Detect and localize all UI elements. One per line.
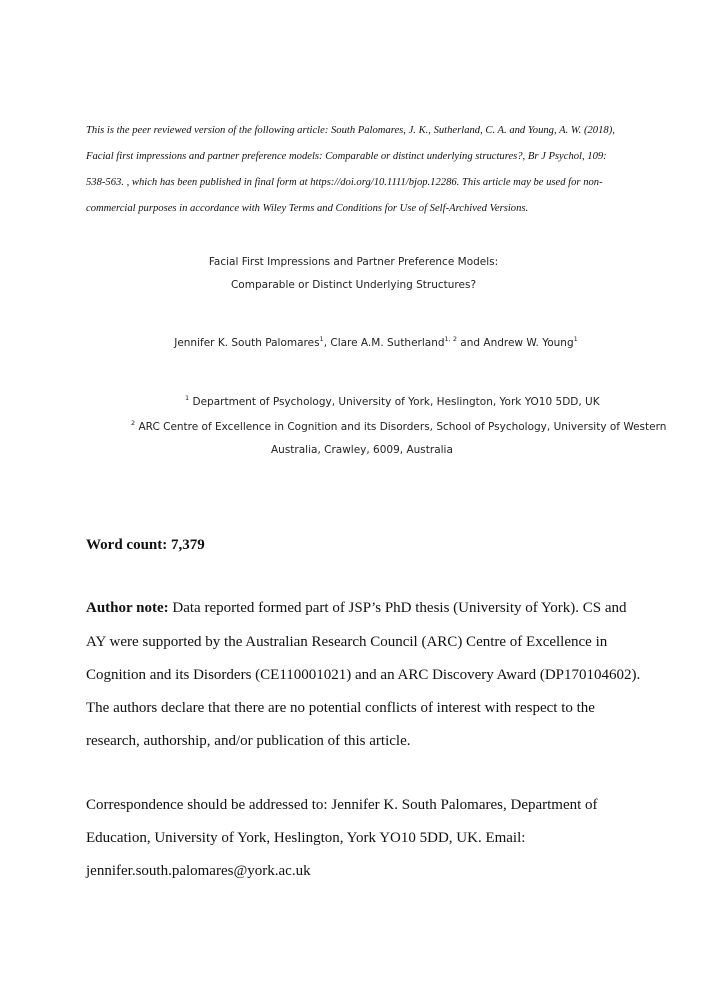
author-note-label: Author note: <box>86 600 169 616</box>
affiliation-1-text: Department of Psychology, University of York, Heslington, York YO10 5DD, UK <box>192 396 600 408</box>
author-3: and Andrew W. Young <box>456 337 574 349</box>
correspondence-email: jennifer.south.palomares@york.ac.uk <box>86 863 311 879</box>
affiliation-2-marker: 2 <box>131 419 136 427</box>
author-note-line: The authors declare that there are no potential conflicts of interest with respect to the <box>86 700 595 716</box>
correspondence-line: Education, University of York, Heslington, York YO10 5DD, UK. Email: <box>86 830 526 846</box>
author-2: , Clare A.M. Sutherland <box>323 337 445 349</box>
paper-title-line-1: Facial First Impressions and Partner Preference Models: <box>208 256 499 268</box>
author-note-text: Data reported formed part of JSP’s PhD thesis (University of York). CS and <box>168 600 627 616</box>
notice-line: 538-563. , which has been published in final form at https://doi.org/10.1111/bjop.12286. This article may be used for non- <box>86 177 603 188</box>
notice-line: This is the peer reviewed version of the following article: South Palomares, J. K., Sutherland, C. A. and Young, A. W. (2018), <box>86 125 615 136</box>
author-note-line: Cognition and its Disorders (CE110001021) and an ARC Discovery Award (DP170104602). <box>86 667 641 683</box>
publication-notice <box>86 118 646 222</box>
author-1-affiliation: 1 <box>319 335 324 343</box>
author-note-line <box>86 600 627 617</box>
affiliation-2-text: ARC Centre of Excellence in Cognition and its Disorders, School of Psychology, University of Western <box>138 421 667 433</box>
author-note-line: research, authorship, and/or publication of this article. <box>86 733 411 749</box>
notice-line: Facial first impressions and partner preference models: Comparable or distinct underlying structures?, Br J Psychol, 109: <box>86 151 607 162</box>
author-2-affiliation: 1, 2 <box>444 335 457 343</box>
author-3-affiliation: 1 <box>573 335 578 343</box>
affiliation-1-marker: 1 <box>185 394 190 402</box>
affiliation-2-continued: Australia, Crawley, 6009, Australia <box>271 444 453 456</box>
affiliation-1 <box>185 394 600 408</box>
author-list <box>0 335 707 349</box>
author-1: Jennifer K. South Palomares <box>174 337 320 349</box>
word-count: Word count: 7,379 <box>86 537 205 553</box>
correspondence-line: Correspondence should be addressed to: Jennifer K. South Palomares, Department of <box>86 797 598 813</box>
paper-title-line-2: Comparable or Distinct Underlying Structures? <box>230 279 477 291</box>
affiliation-2 <box>131 419 666 433</box>
author-note-line: AY were supported by the Australian Research Council (ARC) Centre of Excellence in <box>86 634 608 650</box>
notice-line: commercial purposes in accordance with Wiley Terms and Conditions for Use of Self-Archived Versions. <box>86 203 529 214</box>
